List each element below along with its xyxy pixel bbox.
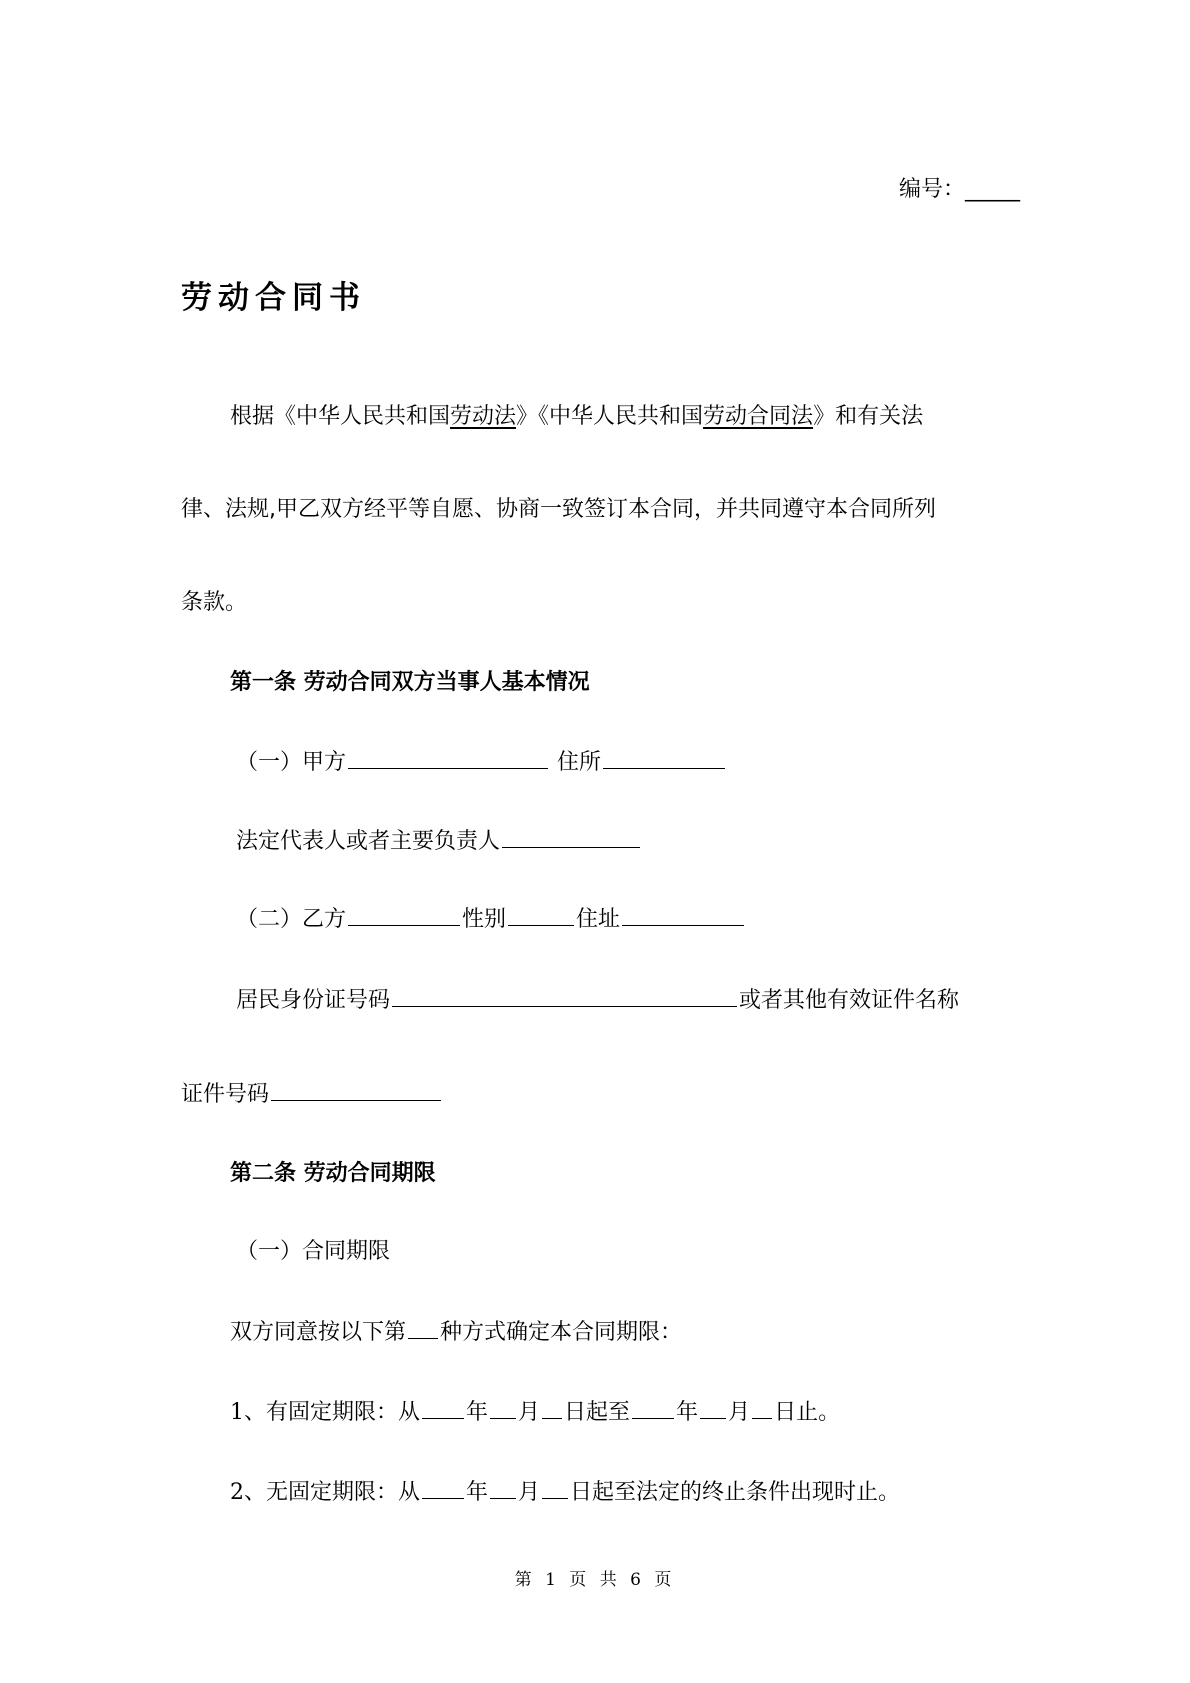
year-label: 年 <box>466 1480 489 1505</box>
residence-field[interactable] <box>603 746 725 769</box>
open-term-end-label: 日起至法定的终止条件出现时止。 <box>570 1480 901 1505</box>
gender-field[interactable] <box>508 903 574 926</box>
address-label: 住址 <box>576 907 621 932</box>
id-number-label: 居民身份证号码 <box>236 988 391 1013</box>
article-2-heading: 第二条 劳动合同期限 <box>230 1161 436 1186</box>
open-term-line <box>230 1476 900 1508</box>
id-number-line <box>236 984 959 1016</box>
open-term-label: 、无固定期限：从 <box>244 1480 421 1505</box>
month-label: 月 <box>728 1400 751 1425</box>
fixed-start-year-field[interactable] <box>422 1396 464 1419</box>
choose-term-line <box>230 1316 682 1348</box>
preamble-line-3: 条款。 <box>181 590 248 615</box>
party-b-field[interactable] <box>348 903 460 926</box>
fixed-start-month-field[interactable] <box>490 1396 516 1419</box>
term-type-field[interactable] <box>408 1316 438 1339</box>
labor-law-link[interactable]: 劳动法 <box>450 404 517 429</box>
id-number-field[interactable] <box>392 984 737 1007</box>
month-label: 月 <box>518 1400 541 1425</box>
document-title: 劳动合同书 <box>181 280 366 316</box>
fixed-end-year-field[interactable] <box>632 1396 674 1419</box>
other-cert-label: 或者其他有效证件名称 <box>739 988 960 1013</box>
page-footer: 第 1 页 共 6 页 <box>514 1570 676 1590</box>
preamble-text: 》《中华人民共和国 <box>516 404 704 429</box>
fixed-start-day-field[interactable] <box>542 1396 562 1419</box>
party-a-field[interactable] <box>348 746 548 769</box>
year-label: 年 <box>676 1400 699 1425</box>
month-label: 月 <box>518 1480 541 1505</box>
option-number: 1 <box>230 1400 244 1425</box>
cert-number-field[interactable] <box>271 1078 441 1101</box>
open-start-day-field[interactable] <box>542 1476 568 1499</box>
legal-rep-line <box>236 825 642 857</box>
party-a-line <box>236 746 727 778</box>
day-end-label: 日止。 <box>774 1400 841 1425</box>
open-start-year-field[interactable] <box>422 1476 464 1499</box>
gender-label: 性别 <box>462 907 507 932</box>
choose-term-text: 双方同意按以下第 <box>230 1320 407 1345</box>
document-number-label: 编号： <box>898 177 965 202</box>
party-b-label: （二）乙方 <box>236 907 347 932</box>
preamble-text: 》和有关法 <box>813 404 924 429</box>
year-label: 年 <box>466 1400 489 1425</box>
fixed-term-label: 、有固定期限：从 <box>244 1400 421 1425</box>
fixed-term-line <box>230 1396 840 1428</box>
cert-number-label: 证件号码 <box>181 1082 270 1107</box>
fixed-end-day-field[interactable] <box>752 1396 772 1419</box>
day-to-label: 日起至 <box>564 1400 631 1425</box>
article-1-heading: 第一条 劳动合同双方当事人基本情况 <box>230 670 590 695</box>
contract-term-subheading: （一）合同期限 <box>236 1239 391 1264</box>
document-number-blank[interactable]: _____ <box>965 177 1020 202</box>
party-b-line <box>236 903 746 935</box>
preamble-line-1 <box>230 402 923 432</box>
labor-contract-law-link[interactable]: 劳动合同法 <box>703 404 814 429</box>
legal-rep-label: 法定代表人或者主要负责人 <box>236 829 501 854</box>
party-a-label: （一）甲方 <box>236 750 347 775</box>
preamble-text: 根据《中华人民共和国 <box>230 404 451 429</box>
document-number <box>899 175 1020 205</box>
fixed-end-month-field[interactable] <box>700 1396 726 1419</box>
choose-term-text: 种方式确定本合同期限： <box>440 1320 683 1345</box>
legal-rep-field[interactable] <box>502 825 640 848</box>
preamble-line-2: 律、法规,甲乙双方经平等自愿、协商一致签订本合同，并共同遵守本合同所列 <box>181 497 936 522</box>
residence-label: 住所 <box>557 750 602 775</box>
address-field[interactable] <box>622 903 744 926</box>
open-start-month-field[interactable] <box>490 1476 516 1499</box>
option-number: 2 <box>230 1480 244 1505</box>
cert-number-line <box>181 1078 443 1110</box>
